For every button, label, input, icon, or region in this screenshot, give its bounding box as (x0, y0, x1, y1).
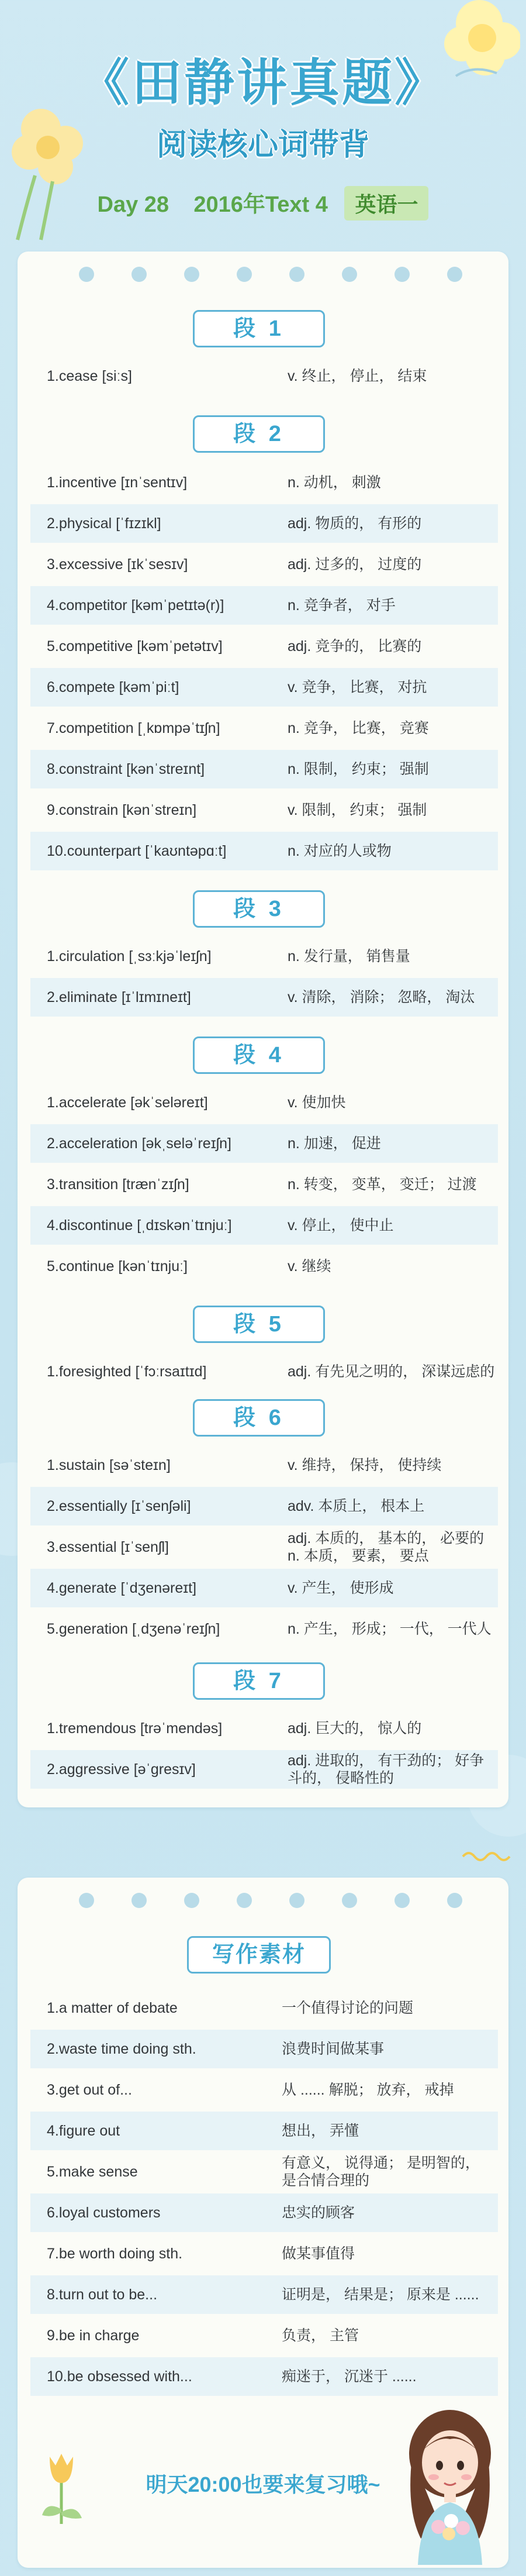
binder-hole (394, 267, 410, 282)
phrase: 1.a matter of debate (47, 2000, 178, 2016)
phrase-row (30, 2112, 498, 2150)
word: 4.discontinue [ˌdɪskənˈtɪnjuː] (47, 1217, 232, 1234)
meaning: 从 ...... 解脱； 放弃， 戒掉 (282, 2082, 454, 2098)
meaning: adj. 进取的， 有干劲的； 好争斗的， 侵略性的 (288, 1752, 485, 1786)
word-row (30, 1569, 498, 1607)
binder-holes (18, 1893, 508, 1910)
meaning: v. 终止， 停止， 结束 (288, 368, 427, 384)
meaning: v. 竞争， 比赛， 对抗 (288, 679, 427, 695)
word-row (30, 1206, 498, 1245)
meaning: 负责， 主管 (282, 2327, 359, 2344)
word-row (30, 545, 498, 584)
binder-hole (132, 267, 147, 282)
word-row (30, 750, 498, 788)
word: 3.excessive [ɪkˈsesɪv] (47, 556, 188, 573)
phrase-row (30, 2193, 498, 2232)
word: 1.cease [siːs] (47, 368, 132, 384)
word-row (30, 1528, 498, 1566)
word: 5.continue [kənˈtɪnjuː] (47, 1258, 188, 1275)
exam-tag: 英语一 (344, 186, 428, 221)
word-row (30, 1352, 498, 1391)
phrase-row (30, 2357, 498, 2396)
writing-card (18, 1878, 508, 2568)
meaning: 想出， 弄懂 (282, 2123, 359, 2139)
binder-hole (289, 1893, 304, 1908)
wave-decoration-icon (462, 1848, 514, 1862)
word: 2.physical [ˈfɪzɪkl] (47, 515, 161, 532)
word-row (30, 1610, 498, 1648)
binder-hole (184, 267, 199, 282)
meaning: v. 产生， 使形成 (288, 1580, 394, 1596)
phrase: 6.loyal customers (47, 2205, 161, 2221)
day-label: Day 28 (97, 192, 169, 217)
word-row (30, 1487, 498, 1525)
meaning: n. 发行量， 销售量 (288, 948, 410, 965)
page-header (0, 0, 526, 252)
word-row (30, 627, 498, 666)
word: 5.generation [ˌdʒenəˈreɪʃn] (47, 1621, 220, 1637)
word-row (30, 1709, 498, 1748)
binder-hole (237, 1893, 252, 1908)
section-label: 段 4 (193, 1036, 325, 1074)
word: 1.accelerate [əkˈseləreɪt] (47, 1094, 208, 1111)
phrase: 7.be worth doing sth. (47, 2246, 183, 2262)
binder-hole (394, 1893, 410, 1908)
word-row (30, 709, 498, 748)
phrase: 10.be obsessed with... (47, 2368, 192, 2385)
meaning: n. 动机， 刺激 (288, 474, 381, 491)
exam-label: 2016年Text 4 (193, 192, 328, 217)
section-label: 写作素材 (187, 1936, 331, 1974)
meaning: 忠实的顾客 (282, 2205, 355, 2221)
binder-hole (237, 267, 252, 282)
meaning: adj. 物质的， 有形的 (288, 515, 422, 532)
phrase: 5.make sense (47, 2164, 138, 2180)
binder-hole (447, 1893, 462, 1908)
meaning: n. 竞争， 比赛， 竞赛 (288, 720, 429, 736)
section-label: 段 5 (193, 1306, 325, 1343)
binder-hole (184, 1893, 199, 1908)
meaning: 痴迷于， 沉迷于 ...... (282, 2368, 417, 2385)
day-line (0, 186, 526, 221)
phrase-row (30, 2030, 498, 2068)
page-title: 《田静讲真题》 (79, 55, 447, 111)
word: 1.foresighted [ˈfɔːrsaɪtɪd] (47, 1363, 207, 1380)
meaning: v. 使加快 (288, 1094, 346, 1111)
word-row (30, 504, 498, 543)
word: 6.compete [kəmˈpiːt] (47, 679, 179, 695)
meaning: v. 维持， 保持， 使持续 (288, 1457, 442, 1473)
spacer (175, 192, 188, 217)
word: 1.incentive [ɪnˈsentɪv] (47, 474, 188, 491)
word-row (30, 463, 498, 502)
meaning: 浪费时间做某事 (282, 2041, 385, 2057)
word-row (30, 1124, 498, 1163)
word: 9.constrain [kənˈstreɪn] (47, 802, 197, 818)
meaning: v. 限制， 约束； 强制 (288, 802, 427, 818)
phrase: 8.turn out to be... (47, 2286, 158, 2303)
page-subtitle: 阅读核心词带背 (156, 128, 369, 162)
word: 3.transition [trænˈzɪʃn] (47, 1176, 189, 1193)
word: 4.competitor [kəmˈpetɪtə(r)] (47, 597, 224, 614)
word-row (30, 791, 498, 829)
section-label: 段 2 (193, 415, 325, 453)
word: 7.competition [ˌkɒmpəˈtɪʃn] (47, 720, 220, 736)
phrase: 2.waste time doing sth. (47, 2041, 196, 2057)
phrase-row (30, 2275, 498, 2314)
binder-hole (447, 267, 462, 282)
word: 5.competitive [kəmˈpetətɪv] (47, 638, 223, 655)
word: 2.aggressive [əˈgresɪv] (47, 1761, 196, 1778)
phrase-row (30, 2153, 498, 2191)
word: 8.constraint [kənˈstreɪnt] (47, 761, 205, 777)
meaning: 有意义， 说得通； 是明智的， 是合情合理的 (282, 2155, 480, 2189)
meaning: n. 竞争者， 对手 (288, 597, 396, 614)
word-row (30, 937, 498, 976)
meaning: adv. 本质上， 根本上 (288, 1498, 425, 1514)
word: 4.generate [ˈdʒenəreɪt] (47, 1580, 197, 1596)
meaning: n. 限制， 约束； 强制 (288, 761, 429, 777)
word-row (30, 357, 498, 395)
word-row (30, 586, 498, 625)
section-label: 段 7 (193, 1662, 325, 1700)
meaning: v. 继续 (288, 1258, 331, 1275)
word-row (30, 832, 498, 870)
word: 2.eliminate [ɪˈlɪmɪneɪt] (47, 989, 191, 1005)
word: 2.essentially [ɪˈsenʃəli] (47, 1498, 191, 1514)
phrase-row (30, 2071, 498, 2109)
phrase-row (30, 2234, 498, 2273)
word-row (30, 1446, 498, 1485)
meaning: n. 转变， 变革， 变迁； 过渡 (288, 1176, 477, 1193)
section-label: 段 6 (193, 1399, 325, 1437)
phrase-row (30, 2316, 498, 2355)
binder-hole (79, 1893, 94, 1908)
word-row (30, 978, 498, 1017)
word: 1.sustain [səˈsteɪn] (47, 1457, 171, 1473)
word-row (30, 668, 498, 707)
review-reminder: 明天20:00也要来复习哦~ (146, 2472, 380, 2496)
word: 2.acceleration [əkˌseləˈreɪʃn] (47, 1135, 231, 1152)
word: 10.counterpart [ˈkaʊntəpɑːt] (47, 843, 227, 859)
word-row (30, 1750, 498, 1789)
meaning: n. 产生， 形成； 一代， 一代人 (288, 1621, 492, 1637)
binder-hole (132, 1893, 147, 1908)
section-label: 段 1 (193, 310, 325, 347)
phrase-row (30, 1989, 498, 2027)
binder-hole (342, 1893, 357, 1908)
girl-avatar-icon (397, 2404, 503, 2565)
meaning: 一个值得讨论的问题 (282, 2000, 414, 2016)
meaning: 做某事值得 (282, 2246, 355, 2262)
binder-hole (289, 267, 304, 282)
meaning: v. 停止， 使中止 (288, 1217, 394, 1234)
phrase: 3.get out of... (47, 2082, 132, 2098)
binder-hole (342, 267, 357, 282)
section-label: 段 3 (193, 890, 325, 928)
meaning: adj. 过多的， 过度的 (288, 556, 422, 573)
meaning: n. 对应的人或物 (288, 843, 392, 859)
word: 1.circulation [ˌsɜːkjəˈleɪʃn] (47, 948, 212, 965)
binder-hole (79, 267, 94, 282)
meaning: v. 清除， 消除； 忽略， 淘汰 (288, 989, 475, 1005)
word-row (30, 1165, 498, 1204)
meaning: adj. 有先见之明的， 深谋远虑的 (288, 1363, 495, 1380)
meaning: adj. 竞争的， 比赛的 (288, 638, 422, 655)
word: 1.tremendous [trəˈmendəs] (47, 1720, 223, 1737)
word: 3.essential [ɪˈsenʃl] (47, 1539, 169, 1555)
binder-holes (18, 267, 508, 284)
word-row (30, 1247, 498, 1286)
meaning: n. 加速， 促进 (288, 1135, 381, 1152)
meaning: adj. 本质的， 基本的， 必要的 n. 本质， 要素， 要点 (288, 1530, 485, 1564)
vocabulary-card (18, 252, 508, 1807)
meaning: adj. 巨大的， 惊人的 (288, 1720, 422, 1737)
phrase: 4.figure out (47, 2123, 120, 2139)
phrase: 9.be in charge (47, 2327, 140, 2344)
word-row (30, 1083, 498, 1122)
meaning: 证明是， 结果是； 原来是 ...... (282, 2286, 479, 2303)
